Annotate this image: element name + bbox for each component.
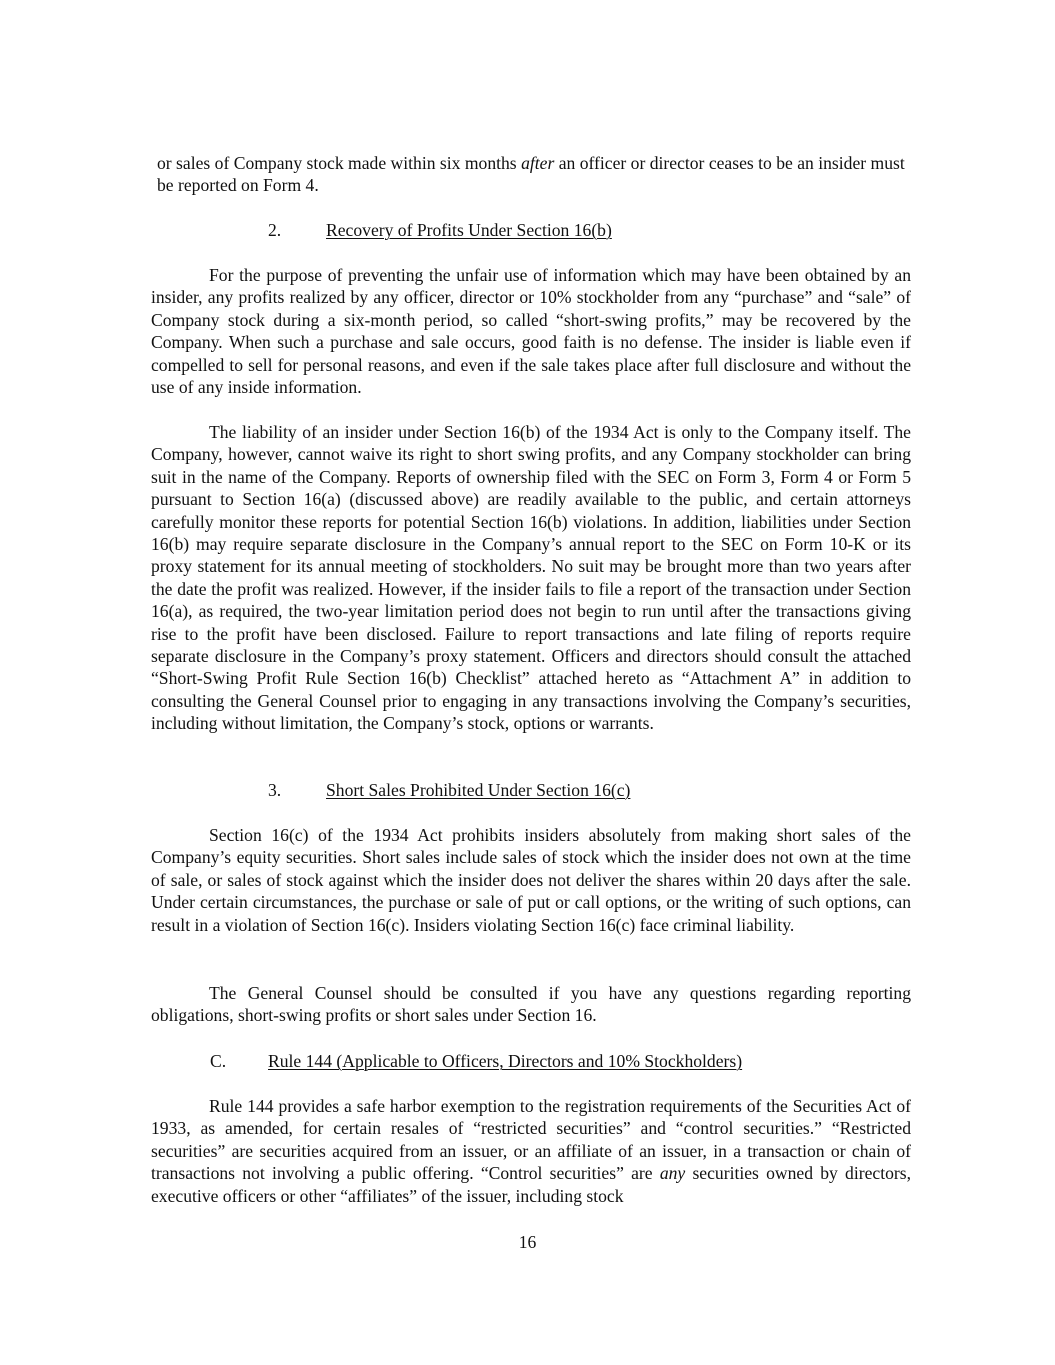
section-number: 2. (268, 220, 282, 240)
paragraph (151, 824, 911, 936)
section-title: Short Sales Prohibited Under Section 16(c) (326, 780, 631, 800)
continuation-text-before: or sales of Company stock made within six months (157, 153, 522, 173)
section-number: C. (210, 1051, 227, 1071)
continuation-emphasis: after (521, 153, 555, 173)
paragraph-emphasis: any (659, 1163, 686, 1184)
paragraph-text-before: Rule 144 provides a safe harbor exemption to the registration requirements of the Securities Act of 1933, as amended, for certain resales of “restricted securities” and “control securities.” “Restricted securities” are securities acquired from an issuer, or an affiliate of an issuer, in a transaction or chain of transactions not involving a public offering. “Control securities” are (151, 1096, 911, 1184)
continuation-text-after: an officer or director ceases to be an insider must be reported on Form 4. (157, 153, 905, 196)
paragraph-text: The General Counsel should be consulted if you have any questions regarding reporting obligations, short-swing profits or short sales under Section 16. (151, 983, 911, 1026)
paragraph (151, 264, 911, 398)
paragraph (151, 982, 911, 1027)
paragraph-text: Section 16(c) of the 1934 Act prohibits insiders absolutely from making short sales of the Company’s equity securities. Short sales include sales of stock which the insider does not own at the time of sale, or sales of stock against which the insider does not deliver the shares within 20 days after the sale. Under certain circumstances, the purchase or sale of put or call options, or the writing of such options, can result in a violation of Section 16(c). Insiders violating Section 16(c) face criminal liability. (151, 825, 911, 935)
page-number: 16 (518, 1232, 537, 1252)
section-heading-c (0, 1050, 1055, 1073)
section-number: 3. (268, 780, 282, 800)
paragraph-text-after: securities owned by directors, executive officers or other “affiliates” of the issuer, including stock (151, 1163, 912, 1206)
section-title: Rule 144 (Applicable to Officers, Directors and 10% Stockholders) (268, 1051, 743, 1071)
paragraph-text: For the purpose of preventing the unfair use of information which may have been obtained by an insider, any profits realized by any officer, director or 10% stockholder from any “purchase” and “sale” of Company stock during a six-month period, so called “short-swing profits,” may be recovered by the Company. When such a purchase and sale occurs, good faith is no defense. The insider is liable even if compelled to sell for personal reasons, and even if the sale takes place after full disclosure and without the use of any inside information. (151, 265, 911, 398)
section-heading-2 (0, 219, 1055, 242)
paragraph-text: The liability of an insider under Section 16(b) of the 1934 Act is only to the Company itself. The Company, however, cannot waive its right to short swing profits, and any Company stockholder can bring suit in the name of the Company. Reports of ownership filed with the SEC on Form 3, Form 4 or Form 5 pursuant to Section 16(a) (discussed above) are readily available to the public, and certain attorneys carefully monitor these reports for potential Section 16(b) violations. In addition, liabilities under Section 16(b) may require separate disclosure in the Company’s annual report to the SEC on Form 10-K or its proxy statement for its annual meeting of stockholders. No suit may be brought more than two years after the date the profit was realized. However, if the insider fails to file a report of the transaction under Section 16(a), as required, the two-year limitation period does not begin to run until after the transactions giving rise to the profit have been disclosed. Failure to report transactions and late filing of reports require separate disclosure in the Company’s proxy statement. Officers and directors should consult the attached “Short-Swing Profit Rule Section 16(b) Checklist” attached hereto as “Attachment A” in addition to consulting the General Counsel prior to engaging in any transactions involving the Company’s securities, including without limitation, the Company’s stock, options or warrants. (151, 422, 911, 734)
paragraph (151, 1095, 911, 1207)
section-heading-3 (0, 779, 1055, 802)
section-title: Recovery of Profits Under Section 16(b) (326, 220, 612, 240)
paragraph (151, 421, 911, 735)
continuation-paragraph (157, 152, 911, 197)
